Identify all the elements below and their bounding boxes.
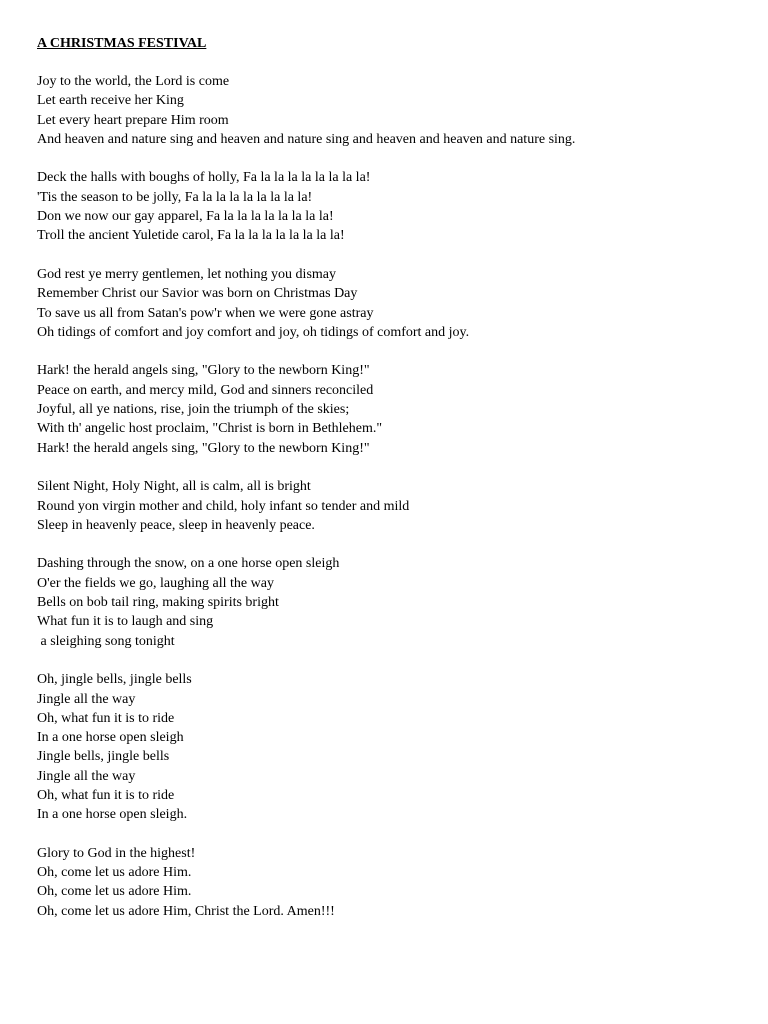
- lyric-line: Hark! the herald angels sing, "Glory to the newborn King!": [37, 440, 370, 456]
- lyric-line: Let earth receive her King: [37, 93, 184, 109]
- lyric-line: Oh, come let us adore Him, Christ the Lord. Amen!!!: [37, 903, 335, 919]
- stanza: [37, 72, 747, 149]
- lyric-line: God rest ye merry gentlemen, let nothing you dismay: [37, 266, 336, 282]
- lyric-line: Sleep in heavenly peace, sleep in heavenly peace.: [37, 517, 315, 533]
- lyric-line: Oh, what fun it is to ride: [37, 710, 175, 726]
- stanza: [37, 554, 747, 650]
- lyric-line: Dashing through the snow, on a one horse open sleigh: [37, 556, 340, 572]
- lyric-line: 'Tis the season to be jolly, Fa la la la la la la la la!: [37, 189, 313, 205]
- lyric-line: Glory to God in the highest!: [37, 845, 196, 861]
- lyric-line: O'er the fields we go, laughing all the way: [37, 575, 274, 591]
- lyric-line: Oh tidings of comfort and joy comfort and joy, oh tidings of comfort and joy.: [37, 324, 470, 340]
- stanza: [37, 361, 747, 457]
- lyric-line: And heaven and nature sing and heaven and nature sing and heaven and heaven and nature sing.: [37, 131, 576, 147]
- lyric-line: Jingle all the way: [37, 691, 136, 707]
- lyric-line: Don we now our gay apparel, Fa la la la la la la la la!: [37, 209, 334, 225]
- lyric-line: Oh, what fun it is to ride: [37, 787, 175, 803]
- lyric-line: Round yon virgin mother and child, holy infant so tender and mild: [37, 498, 410, 514]
- lyrics-body: [37, 72, 747, 940]
- lyric-line: With th' angelic host proclaim, "Christ is born in Bethlehem.": [37, 421, 383, 437]
- lyric-line: Let every heart prepare Him room: [37, 112, 229, 128]
- lyric-line: Jingle bells, jingle bells: [37, 749, 170, 765]
- lyric-line: To save us all from Satan's pow'r when we were gone astray: [37, 305, 374, 321]
- stanza: [37, 168, 747, 245]
- lyric-line: Hark! the herald angels sing, "Glory to the newborn King!": [37, 363, 370, 379]
- lyric-line: Deck the halls with boughs of holly, Fa la la la la la la la la!: [37, 170, 371, 186]
- stanza: [37, 670, 747, 824]
- lyric-line: Oh, come let us adore Him.: [37, 865, 192, 881]
- lyric-line: Silent Night, Holy Night, all is calm, all is bright: [37, 479, 311, 495]
- lyric-line: Joy to the world, the Lord is come: [37, 74, 230, 89]
- stanza: [37, 844, 747, 921]
- lyric-line: Troll the ancient Yuletide carol, Fa la la la la la la la la!: [37, 228, 345, 244]
- lyric-line: Oh, come let us adore Him.: [37, 884, 192, 900]
- lyric-line: Joyful, all ye nations, rise, join the triumph of the skies;: [37, 402, 350, 418]
- stanza: [37, 265, 747, 342]
- lyric-line: Remember Christ our Savior was born on Christmas Day: [37, 286, 358, 302]
- stanza: [37, 477, 747, 535]
- lyric-line: Oh, jingle bells, jingle bells: [37, 672, 192, 688]
- lyric-line: Jingle all the way: [37, 768, 136, 784]
- lyric-line: In a one horse open sleigh.: [37, 807, 188, 823]
- lyric-line: a sleighing song tonight: [37, 633, 175, 649]
- page-title: A CHRISTMAS FESTIVAL: [37, 36, 207, 51]
- lyric-line: Bells on bob tail ring, making spirits bright: [37, 595, 279, 611]
- lyric-line: What fun it is to laugh and sing: [37, 614, 214, 630]
- lyric-line: Peace on earth, and mercy mild, God and sinners reconciled: [37, 382, 374, 398]
- lyric-line: In a one horse open sleigh: [37, 730, 184, 746]
